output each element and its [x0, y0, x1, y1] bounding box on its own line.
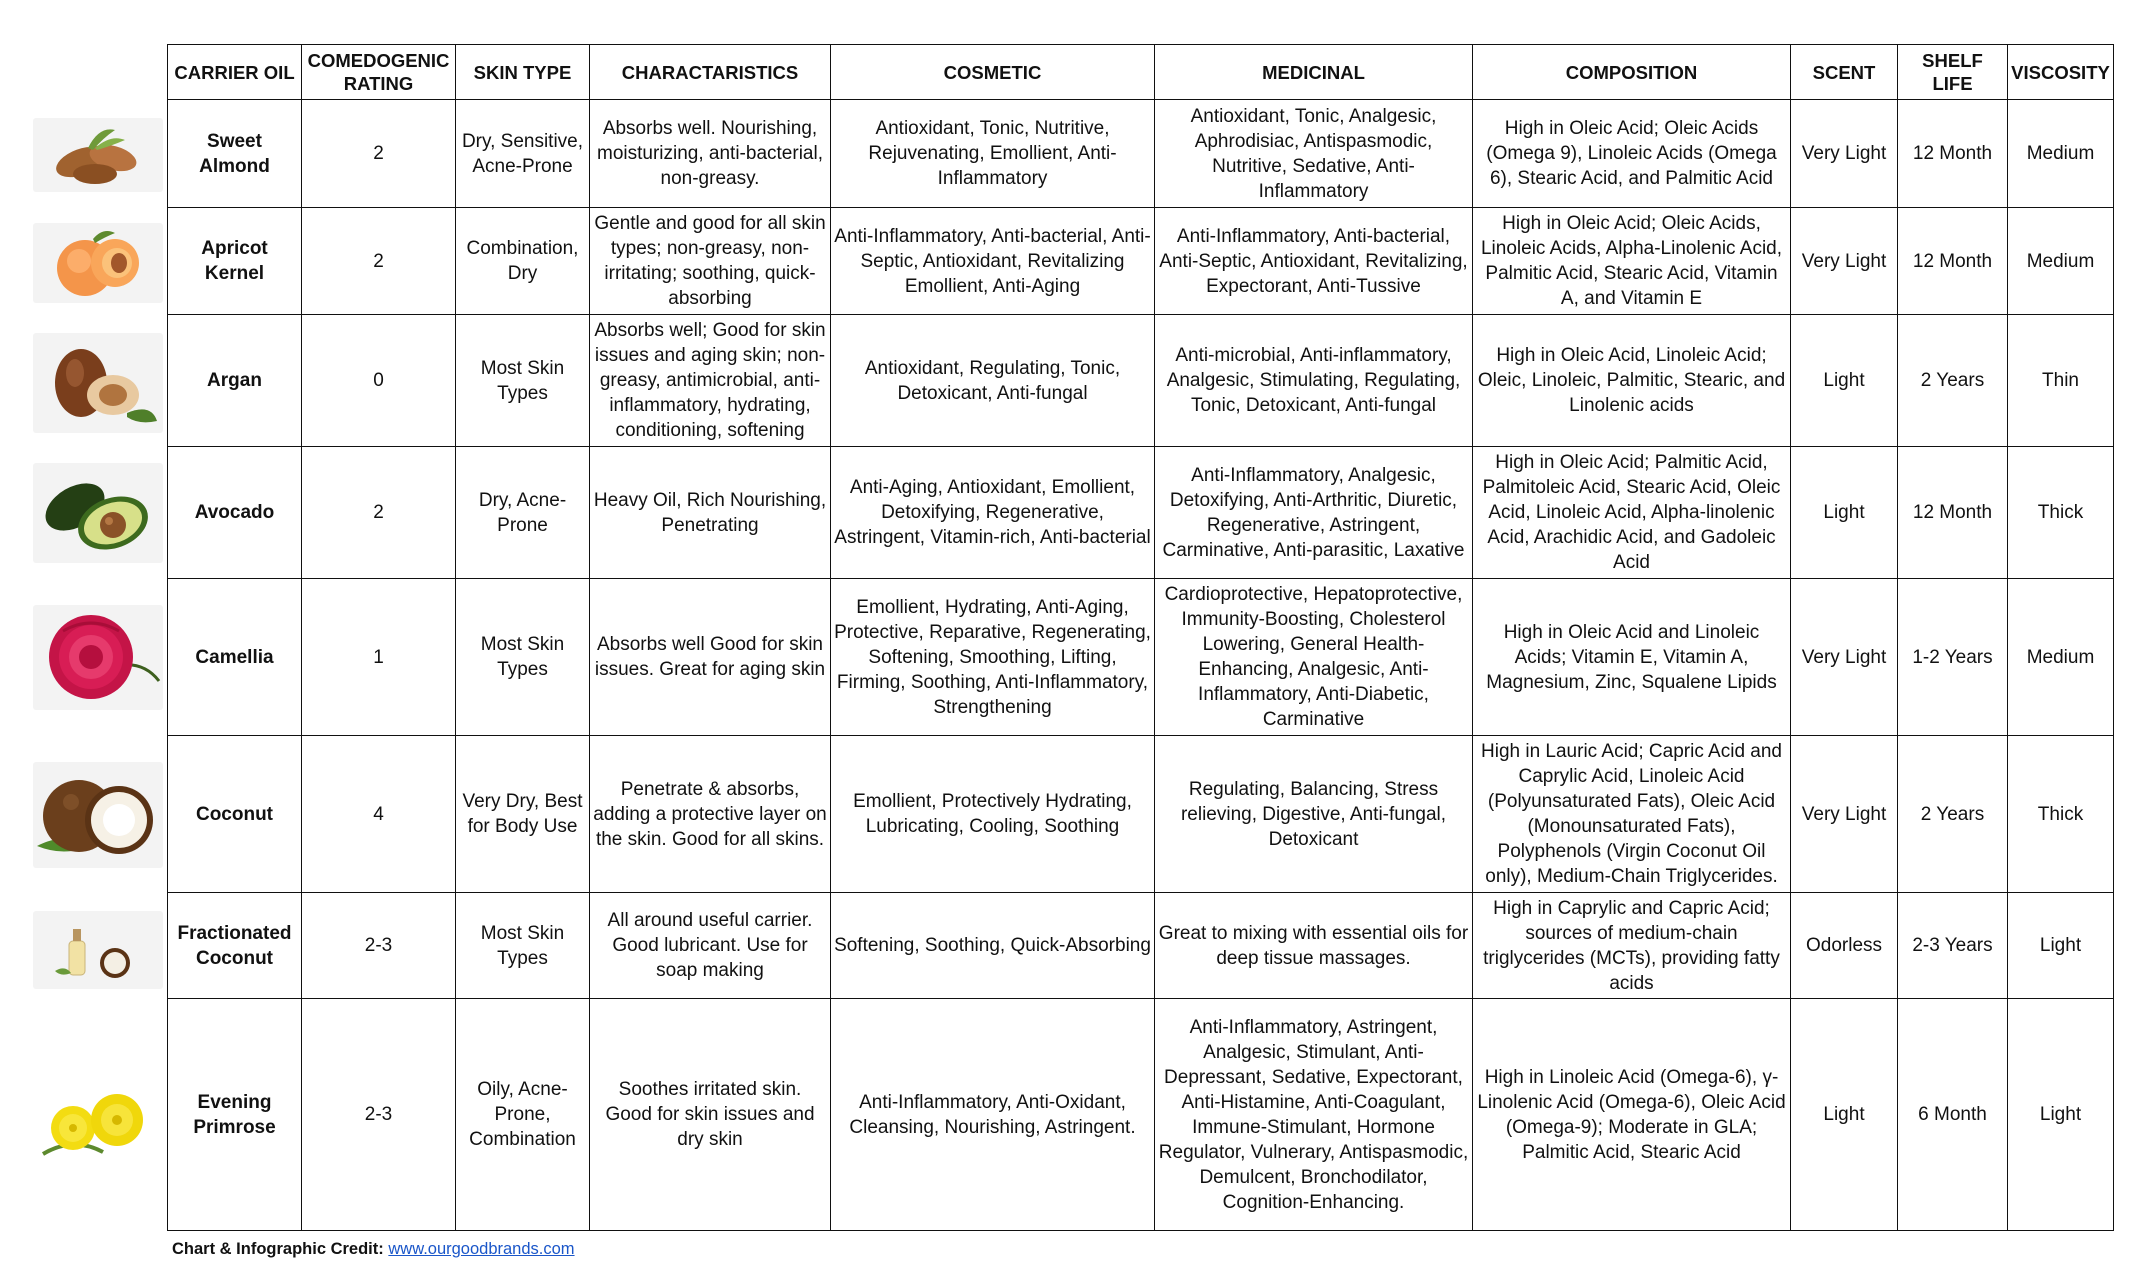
table-row — [168, 579, 2114, 736]
cosmetic-cell: Emollient, Protectively Hydrating, Lubricating, Cooling, Soothing — [831, 736, 1155, 893]
characteristics-cell: Heavy Oil, Rich Nourishing, Penetrating — [590, 447, 831, 579]
table-row — [168, 100, 2114, 208]
column-header-composition: COMPOSITION — [1473, 45, 1791, 100]
rating-cell: 2 — [302, 100, 456, 208]
oil-name-cell: Evening Primrose — [168, 999, 302, 1231]
viscosity-cell: Medium — [2008, 579, 2114, 736]
composition-cell: High in Oleic Acid; Palmitic Acid, Palmitoleic Acid, Stearic Acid, Oleic Acid, Linoleic Acid, Alpha-linolenic Acid, Arachidic Acid, and Gadoleic Acid — [1473, 447, 1791, 579]
apricot-icon — [33, 223, 163, 303]
scent-cell: Very Light — [1791, 736, 1898, 893]
oil-name-cell: Apricot Kernel — [168, 208, 302, 315]
rating-cell: 2 — [302, 447, 456, 579]
column-header-skin-type: SKIN TYPE — [456, 45, 590, 100]
viscosity-cell: Light — [2008, 999, 2114, 1231]
oil-name-cell: Sweet Almond — [168, 100, 302, 208]
shelf-life-cell: 2 Years — [1898, 315, 2008, 447]
credit-label: Chart & Infographic Credit: — [172, 1240, 384, 1258]
characteristics-cell: Penetrate & absorbs, adding a protective layer on the skin. Good for all skins. — [590, 736, 831, 893]
composition-cell: High in Linoleic Acid (Omega-6), γ-Linolenic Acid (Omega-6), Oleic Acid (Omega-9); Moderate in GLA; Palmitic Acid, Stearic Acid — [1473, 999, 1791, 1231]
avocado-icon — [33, 463, 163, 563]
composition-cell: High in Caprylic and Capric Acid; sources of medium-chain triglycerides (MCTs), providing fatty acids — [1473, 893, 1791, 999]
shelf-life-cell: 2 Years — [1898, 736, 2008, 893]
almond-icon — [33, 118, 163, 192]
column-header-viscosity: VISCOSITY — [2008, 45, 2114, 100]
skin-type-cell: Dry, Acne-Prone — [456, 447, 590, 579]
table-row — [168, 447, 2114, 579]
scent-cell: Light — [1791, 999, 1898, 1231]
cosmetic-cell: Anti-Inflammatory, Anti-bacterial, Anti-Septic, Antioxidant, Revitalizing Emollient, Anti-Aging — [831, 208, 1155, 315]
shelf-life-cell: 2-3 Years — [1898, 893, 2008, 999]
oil-name-cell: Fractionated Coconut — [168, 893, 302, 999]
rating-cell: 0 — [302, 315, 456, 447]
column-header-shelf-life: SHELF LIFE — [1898, 45, 2008, 100]
oil-name-cell: Camellia — [168, 579, 302, 736]
cosmetic-cell: Softening, Soothing, Quick-Absorbing — [831, 893, 1155, 999]
table-row — [168, 208, 2114, 315]
carrier-oil-table — [167, 44, 2114, 1231]
medicinal-cell: Great to mixing with essential oils for deep tissue massages. — [1155, 893, 1473, 999]
rating-cell: 2-3 — [302, 893, 456, 999]
shelf-life-cell: 1-2 Years — [1898, 579, 2008, 736]
column-header-medicinal: MEDICINAL — [1155, 45, 1473, 100]
skin-type-cell: Most Skin Types — [456, 579, 590, 736]
skin-type-cell: Most Skin Types — [456, 315, 590, 447]
composition-cell: High in Oleic Acid, Linoleic Acid; Oleic, Linoleic, Palmitic, Stearic, and Linolenic acids — [1473, 315, 1791, 447]
medicinal-cell: Cardioprotective, Hepatoprotective, Immunity-Boosting, Cholesterol Lowering, General Health-Enhancing, Analgesic, Anti-Inflammatory, Anti-Diabetic, Carminative — [1155, 579, 1473, 736]
argan-icon — [33, 333, 163, 433]
characteristics-cell: Gentle and good for all skin types; non-greasy, non-irritating; soothing, quick-absorbing — [590, 208, 831, 315]
skin-type-cell: Oily, Acne-Prone, Combination — [456, 999, 590, 1231]
scent-cell: Light — [1791, 315, 1898, 447]
oil-bottle-coconut-icon — [33, 911, 163, 989]
table-row — [168, 999, 2114, 1231]
oil-name-cell: Avocado — [168, 447, 302, 579]
column-header-comedogenic-rating: COMEDOGENIC RATING — [302, 45, 456, 100]
viscosity-cell: Thin — [2008, 315, 2114, 447]
viscosity-cell: Medium — [2008, 100, 2114, 208]
skin-type-cell: Very Dry, Best for Body Use — [456, 736, 590, 893]
credit-line — [172, 1240, 575, 1259]
column-header-characteristics: CHARACTARISTICS — [590, 45, 831, 100]
composition-cell: High in Oleic Acid; Oleic Acids, Linoleic Acids, Alpha-Linolenic Acid, Palmitic Acid, Stearic Acid, Vitamin A, and Vitamin E — [1473, 208, 1791, 315]
viscosity-cell: Thick — [2008, 736, 2114, 893]
column-header-cosmetic: COSMETIC — [831, 45, 1155, 100]
shelf-life-cell: 6 Month — [1898, 999, 2008, 1231]
scent-cell: Very Light — [1791, 100, 1898, 208]
cosmetic-cell: Antioxidant, Regulating, Tonic, Detoxicant, Anti-fungal — [831, 315, 1155, 447]
composition-cell: High in Oleic Acid; Oleic Acids (Omega 9), Linoleic Acids (Omega 6), Stearic Acid, and Palmitic Acid — [1473, 100, 1791, 208]
table-row — [168, 736, 2114, 893]
composition-cell: High in Oleic Acid and Linoleic Acids; Vitamin E, Vitamin A, Magnesium, Zinc, Squalene Lipids — [1473, 579, 1791, 736]
oil-name-cell: Argan — [168, 315, 302, 447]
cosmetic-cell: Anti-Aging, Antioxidant, Emollient, Detoxifying, Regenerative, Astringent, Vitamin-rich, Anti-bacterial — [831, 447, 1155, 579]
table-header-row — [168, 45, 2114, 100]
skin-type-cell: Combination, Dry — [456, 208, 590, 315]
viscosity-cell: Thick — [2008, 447, 2114, 579]
scent-cell: Very Light — [1791, 579, 1898, 736]
scent-cell: Light — [1791, 447, 1898, 579]
characteristics-cell: Absorbs well. Nourishing, moisturizing, anti-bacterial, non-greasy. — [590, 100, 831, 208]
rating-cell: 2-3 — [302, 999, 456, 1231]
medicinal-cell: Anti-Inflammatory, Analgesic, Detoxifying, Anti-Arthritic, Diuretic, Regenerative, Astringent, Carminative, Anti-parasitic, Laxative — [1155, 447, 1473, 579]
table-row — [168, 315, 2114, 447]
viscosity-cell: Medium — [2008, 208, 2114, 315]
medicinal-cell: Anti-microbial, Anti-inflammatory, Analgesic, Stimulating, Regulating, Tonic, Detoxicant, Anti-fungal — [1155, 315, 1473, 447]
shelf-life-cell: 12 Month — [1898, 100, 2008, 208]
table-row — [168, 893, 2114, 999]
shelf-life-cell: 12 Month — [1898, 208, 2008, 315]
characteristics-cell: Absorbs well Good for skin issues. Great for aging skin — [590, 579, 831, 736]
skin-type-cell: Dry, Sensitive, Acne-Prone — [456, 100, 590, 208]
cosmetic-cell: Antioxidant, Tonic, Nutritive, Rejuvenating, Emollient, Anti-Inflammatory — [831, 100, 1155, 208]
rating-cell: 4 — [302, 736, 456, 893]
oil-name-cell: Coconut — [168, 736, 302, 893]
medicinal-cell: Anti-Inflammatory, Astringent, Analgesic, Stimulant, Anti-Depressant, Sedative, Expectorant, Anti-Histamine, Anti-Coagulant, Immune-Stimulant, Hormone Regulator, Vulnerary, Antispasmodic, Demulcent, Bronchodilator, Cognition-Enhancing. — [1155, 999, 1473, 1231]
cosmetic-cell: Emollient, Hydrating, Anti-Aging, Protective, Reparative, Regenerating, Softening, Smoothing, Lifting, Firming, Soothing, Anti-Inflammatory, Strengthening — [831, 579, 1155, 736]
shelf-life-cell: 12 Month — [1898, 447, 2008, 579]
rating-cell: 1 — [302, 579, 456, 736]
credit-link[interactable]: www.ourgoodbrands.com — [388, 1240, 575, 1258]
medicinal-cell: Anti-Inflammatory, Anti-bacterial, Anti-Septic, Antioxidant, Revitalizing, Expectorant, Anti-Tussive — [1155, 208, 1473, 315]
characteristics-cell: Soothes irritated skin. Good for skin issues and dry skin — [590, 999, 831, 1231]
viscosity-cell: Light — [2008, 893, 2114, 999]
coconut-icon — [33, 762, 163, 868]
characteristics-cell: Absorbs well; Good for skin issues and aging skin; non-greasy, antimicrobial, anti-inflammatory, hydrating, conditioning, softening — [590, 315, 831, 447]
characteristics-cell: All around useful carrier. Good lubricant. Use for soap making — [590, 893, 831, 999]
camellia-flower-icon — [33, 605, 163, 710]
rating-cell: 2 — [302, 208, 456, 315]
primrose-flower-icon — [33, 1076, 163, 1176]
cosmetic-cell: Anti-Inflammatory, Anti-Oxidant, Cleansing, Nourishing, Astringent. — [831, 999, 1155, 1231]
composition-cell: High in Lauric Acid; Capric Acid and Caprylic Acid, Linoleic Acid (Polyunsaturated Fats), Oleic Acid (Monounsaturated Fats), Polyphenols (Virgin Coconut Oil only), Medium-Chain Triglycerides. — [1473, 736, 1791, 893]
medicinal-cell: Regulating, Balancing, Stress relieving, Digestive, Anti-fungal, Detoxicant — [1155, 736, 1473, 893]
skin-type-cell: Most Skin Types — [456, 893, 590, 999]
column-header-carrier-oil: CARRIER OIL — [168, 45, 302, 100]
scent-cell: Very Light — [1791, 208, 1898, 315]
column-header-scent: SCENT — [1791, 45, 1898, 100]
medicinal-cell: Antioxidant, Tonic, Analgesic, Aphrodisiac, Antispasmodic, Nutritive, Sedative, Anti-Inflammatory — [1155, 100, 1473, 208]
scent-cell: Odorless — [1791, 893, 1898, 999]
